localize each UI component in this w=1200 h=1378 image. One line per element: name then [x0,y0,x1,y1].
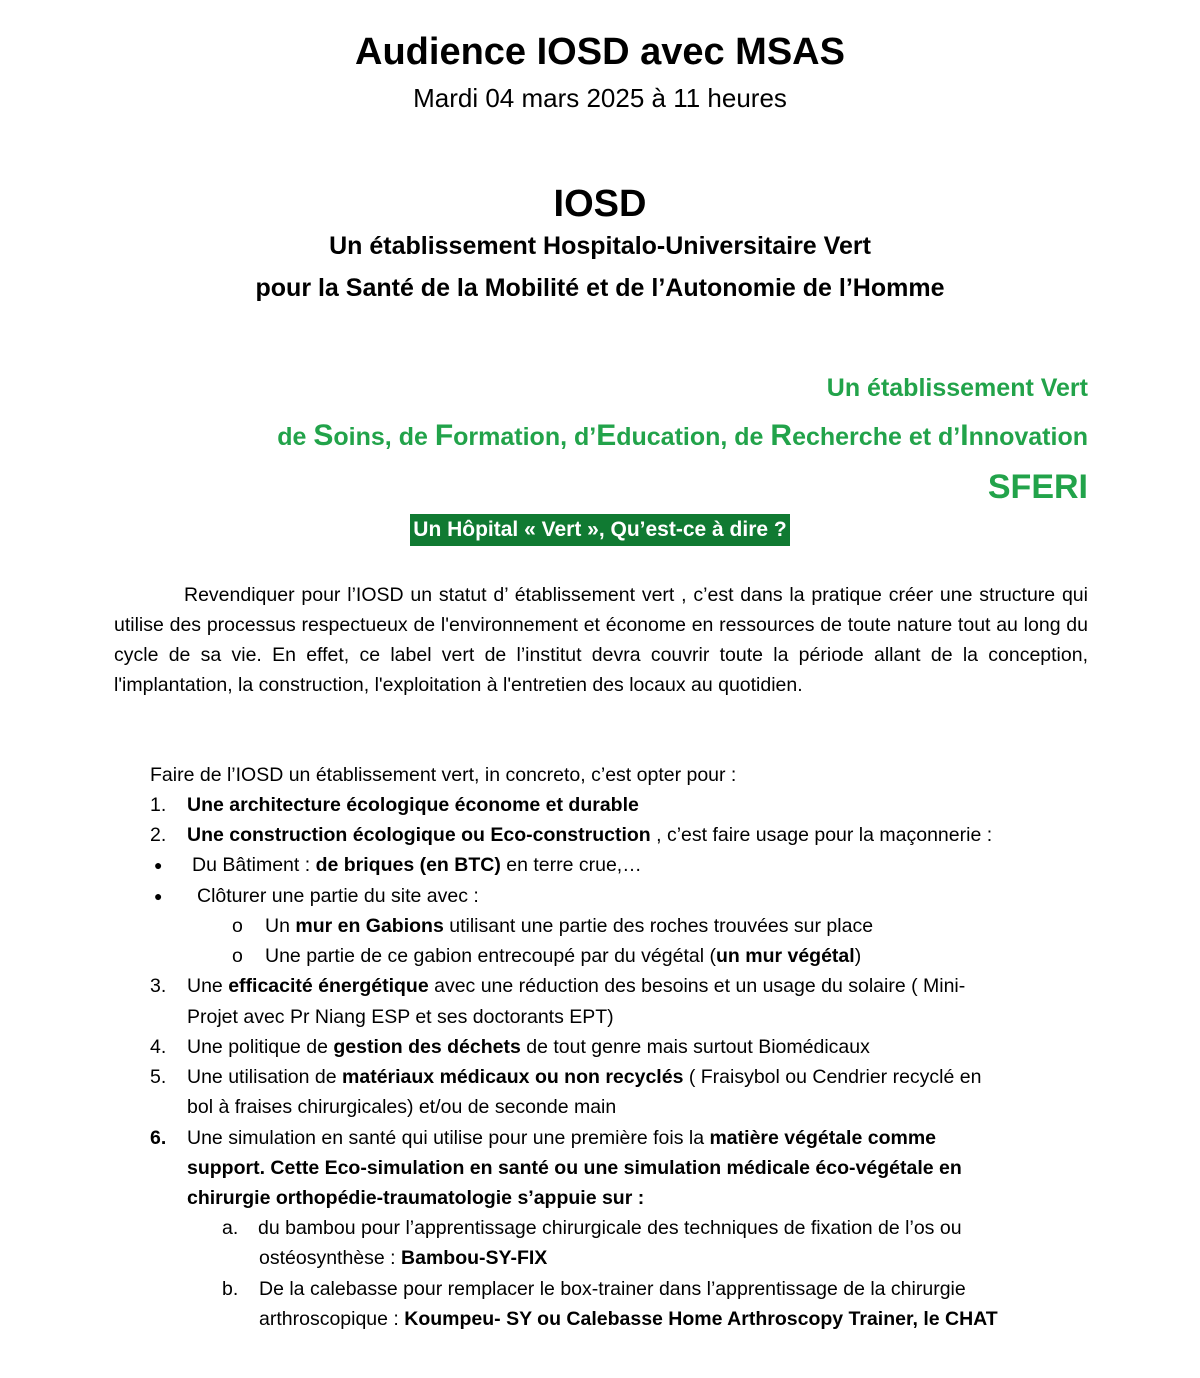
list-item-3: Une efficacité énergétique avec une réduction des besoins et un usage du solaire ( Mini- [187,975,966,997]
list-item-6-cont2: chirurgie orthopédie-traumatologie s’appuie sur : [187,1187,645,1209]
list-item-2: Une construction écologique ou Eco-construction , c’est faire usage pour la maçonnerie : [187,824,993,846]
list-number: 6. [150,1127,167,1149]
question-banner: Un Hôpital « Vert », Qu’est-ce à dire ? [410,514,789,546]
sub-letter-item-a: du bambou pour l’apprentissage chirurgicale des techniques de fixation de l’os ou [258,1217,962,1239]
list-item-3-cont: Projet avec Pr Niang ESP et ses doctorants EPT) [187,1006,614,1028]
document-title: Audience IOSD avec MSAS [355,31,845,73]
intro-paragraph: Revendiquer pour l’IOSD un statut d’ établissement vert , c’est dans la pratique créer une structure qui utilise des processus respectueux de l'environnement et économe en ressources de toute nature tout au long du cycle de sa vie. En effet, ce label vert de l’institut devra couvrir toute la période allant de la conception, l'implantation, la construction, l'exploitation à l'entretien des locaux au quotidien. [114,584,1088,696]
green-heading-line1: Un établissement Vert [826,374,1088,402]
sub-item-2: Une partie de ce gabion entrecoupé par du végétal (un mur végétal) [265,945,862,967]
list-item-5: Une utilisation de matériaux médicaux ou non recyclés ( Fraisybol ou Cendrier recyclé en [187,1066,982,1088]
org-subtitle-line1: Un établissement Hospitalo-Universitaire Vert [329,232,871,260]
list-item-6: Une simulation en santé qui utilise pour une première fois la matière végétale comme [187,1127,937,1149]
list-number: 1. [150,794,167,816]
circle-bullet-icon: o [232,945,243,967]
org-subtitle-line2: pour la Santé de la Mobilité et de l’Autonomie de l’Homme [255,274,945,302]
letter-marker: a. [222,1217,239,1239]
bullet-item-1: Du Bâtiment : de briques (en BTC) en terre crue,… [192,854,642,876]
circle-bullet-icon: o [232,915,243,937]
green-heading-line2: de Soins, de Formation, d’Education, de Recherche et d’Innovation [277,419,1088,452]
acronym: SFERI [987,468,1088,506]
sub-item-1: Un mur en Gabions utilisant une partie des roches trouvées sur place [265,915,874,937]
list-number: 5. [150,1066,167,1088]
question-banner-wrap [0,514,1200,546]
sub-letter-item-b: De la calebasse pour remplacer le box-trainer dans l’apprentissage de la chirurgie [259,1278,966,1300]
list-item-1: Une architecture écologique économe et durable [187,794,639,816]
letter-marker: b. [222,1278,239,1300]
bullet-icon: ● [154,857,163,873]
meeting-date: Mardi 04 mars 2025 à 11 heures [413,83,787,113]
list-item-4: Une politique de gestion des déchets de tout genre mais surtout Biomédicaux [187,1036,870,1058]
list-item-6-cont1: support. Cette Eco-simulation en santé ou une simulation médicale éco-végétale en [187,1157,962,1179]
org-name: IOSD [553,183,647,225]
sub-letter-item-a-cont: ostéosynthèse : Bambou-SY-FIX [259,1247,548,1269]
list-number: 4. [150,1036,167,1058]
list-intro: Faire de l’IOSD un établissement vert, in concreto, c’est opter pour : [150,764,737,786]
list-number: 3. [150,975,167,997]
bullet-item-2: Clôturer une partie du site avec : [197,885,479,907]
list-number: 2. [150,824,167,846]
list-item-5-cont: bol à fraises chirurgicales) et/ou de seconde main [187,1096,617,1118]
sub-letter-item-b-cont: arthroscopique : Koumpeu- SY ou Calebasse Home Arthroscopy Trainer, le CHAT [259,1308,998,1330]
bullet-icon: ● [154,888,163,904]
